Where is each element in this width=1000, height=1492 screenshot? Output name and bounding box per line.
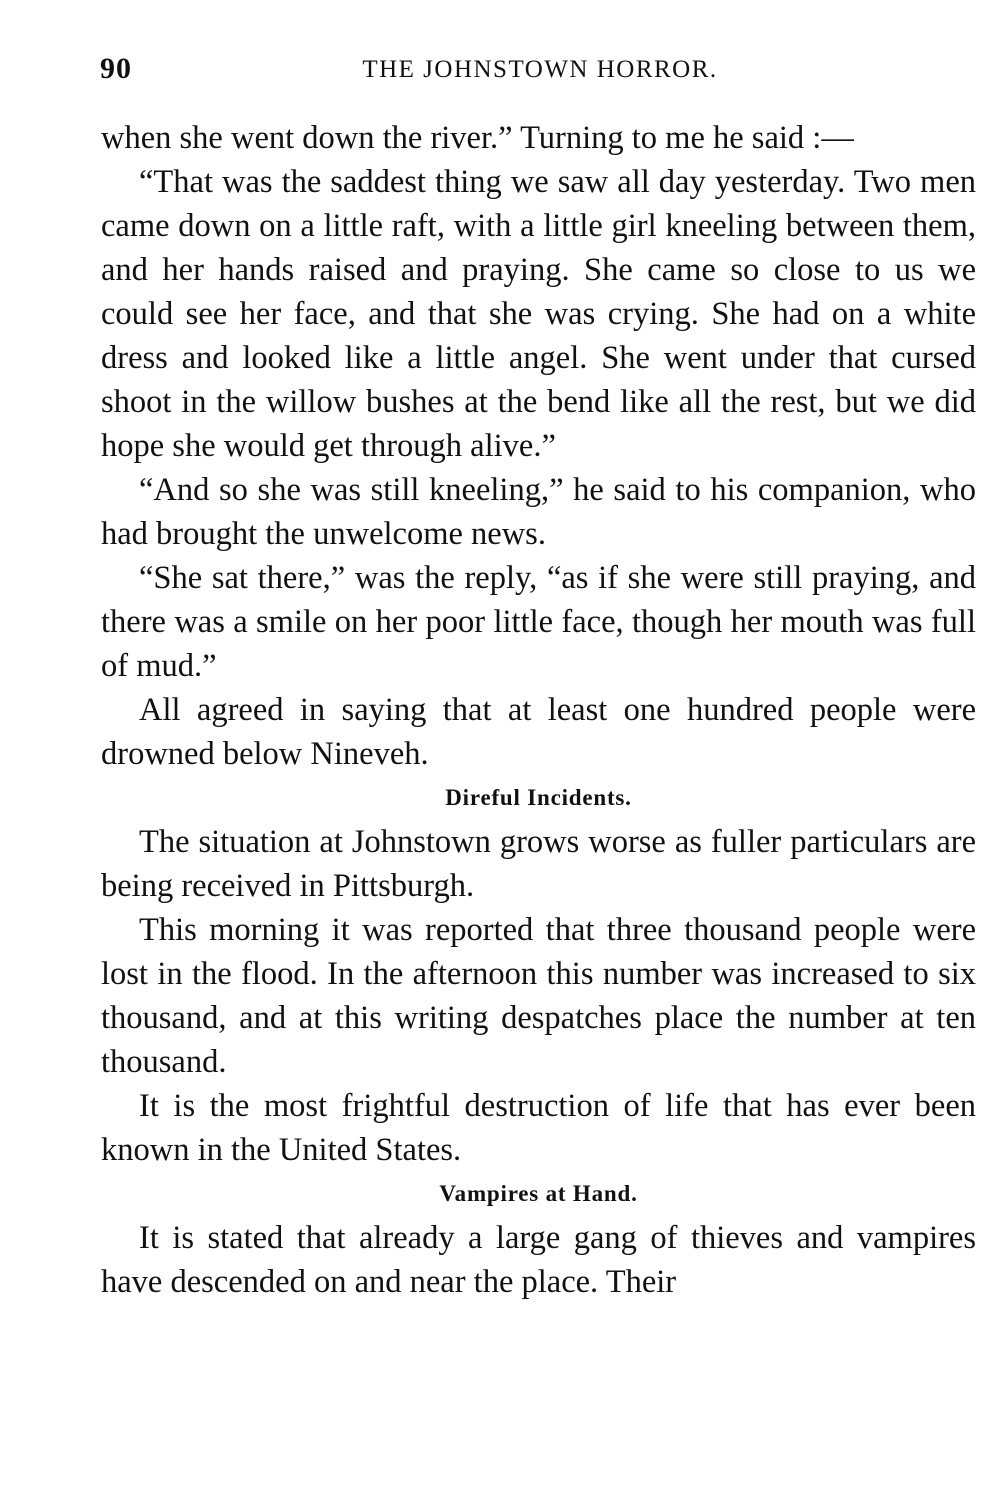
paragraph-reported-numbers: This morning it was reported that three thousand people were lost in the flood. In the afternoon this number was increased to six thousand, and at this writing despatches place the number at ten thousand. — [101, 912, 976, 1080]
subheading-vampires-at-hand: Vampires at Hand. — [439, 1181, 638, 1206]
paragraph-frightful-destruction: It is the most frightful destruction of life that has ever been known in the United States. — [101, 1088, 976, 1168]
body-text — [101, 116, 976, 1304]
paragraph-hundred-people: All agreed in saying that at least one hundred people were drowned below Nineveh. — [101, 692, 976, 772]
paragraph-continuation: when she went down the river.” Turning to me he said :— — [101, 120, 854, 156]
paragraph-saddest-thing: “That was the saddest thing we saw all day yesterday. Two men came down on a little raft, with a little girl kneeling between them, and her hands raised and praying. She came so close to us we could see her face, and that she was crying. She had on a white dress and looked like a little angel. She went under that cursed shoot in the willow bushes at the bend like all the rest, but we did hope she would get through alive.” — [101, 164, 976, 464]
paragraph-still-kneeling: “And so she was still kneeling,” he said to his companion, who had brought the unwelcome news. — [101, 472, 976, 552]
page-number: 90 — [100, 52, 132, 85]
running-title: THE JOHNSTOWN HORROR. — [362, 56, 718, 83]
paragraph-reply: “She sat there,” was the reply, “as if she were still praying, and there was a smile on her poor little face, though her mouth was full of mud.” — [101, 560, 976, 684]
subheading-direful-incidents: Direful Incidents. — [445, 785, 632, 810]
paragraph-situation: The situation at Johnstown grows worse as fuller particulars are being received in Pittsburgh. — [101, 824, 976, 904]
paragraph-thieves-vampires: It is stated that already a large gang of thieves and vampires have descended on and near the place. Their — [101, 1220, 976, 1300]
page-header — [100, 52, 980, 92]
